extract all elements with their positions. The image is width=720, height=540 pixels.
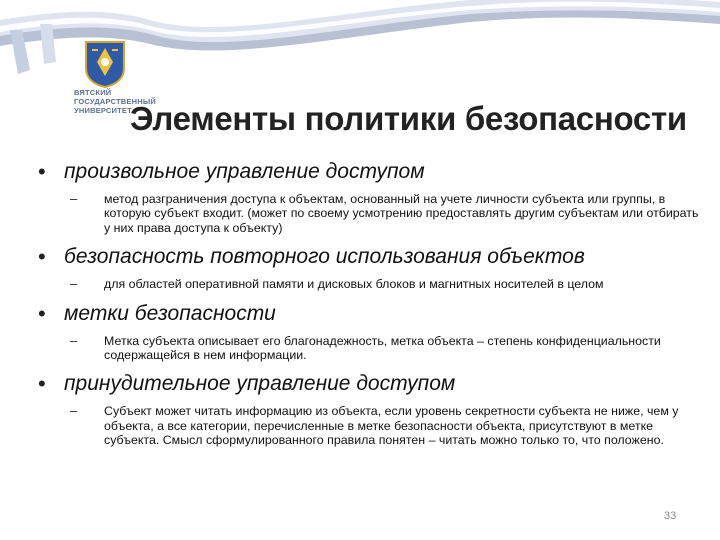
bullet-item	[38, 160, 718, 235]
sub-item-text: Метка субъекта описывает его благонадежность, метка объекта – степень конфиденциальности содержащейся в нем информации.	[104, 333, 661, 363]
sub-item-text: для областей оперативной памяти и дисковых блоков и магнитных носителей в целом	[104, 277, 604, 292]
dash-icon: –	[70, 191, 78, 206]
bullet-heading: принудительное управление доступом	[64, 372, 456, 396]
sub-item-text: Субъект может читать информацию из объекта, если уровень секретности субъекта не ниже, чем у объекта, а все категории, перечисленные в метке безопасности объекта, присутствуют в метке субъекта. Смысл сформулированного правила понятен – читать можно только то, что положено.	[104, 404, 679, 448]
bullet-list	[38, 160, 718, 450]
sub-item	[70, 277, 704, 291]
university-name-line: УНИВЕРСИТЕТ	[74, 106, 132, 115]
bullet-icon: •	[38, 244, 46, 270]
sub-item-text: метод разграничения доступа к объектам, основанный на учете личности субъекта или группы, в которую субъект входит. (может по своему усмотрению предоставлять другим субъектам или отбирать у них права доступа к объекту)	[104, 192, 699, 235]
dash-icon: –	[70, 276, 78, 292]
bullet-item	[38, 245, 718, 291]
bullet-icon: •	[38, 300, 46, 326]
sub-item	[70, 192, 704, 235]
dash-icon: –	[70, 403, 78, 419]
bullet-heading: произвольное управление доступом	[64, 160, 425, 183]
university-name-line: ВЯТСКИЙ	[74, 88, 112, 97]
dash-icon: –	[70, 332, 78, 348]
page-number: 33	[664, 510, 677, 522]
university-name-line: ГОСУДАРСТВЕННЫЙ	[74, 97, 156, 106]
bullet-heading: безопасность повторного использования объектов	[64, 245, 585, 269]
bullet-item	[38, 302, 718, 363]
sub-item	[70, 334, 704, 363]
bullet-icon: •	[38, 371, 46, 397]
bullet-heading: метки безопасности	[64, 301, 276, 325]
slide-title: Элементы политики безопасности	[130, 100, 687, 137]
bullet-item	[38, 372, 718, 447]
university-emblem-icon	[84, 40, 126, 88]
sub-item	[70, 404, 704, 447]
bullet-icon: •	[38, 159, 46, 184]
